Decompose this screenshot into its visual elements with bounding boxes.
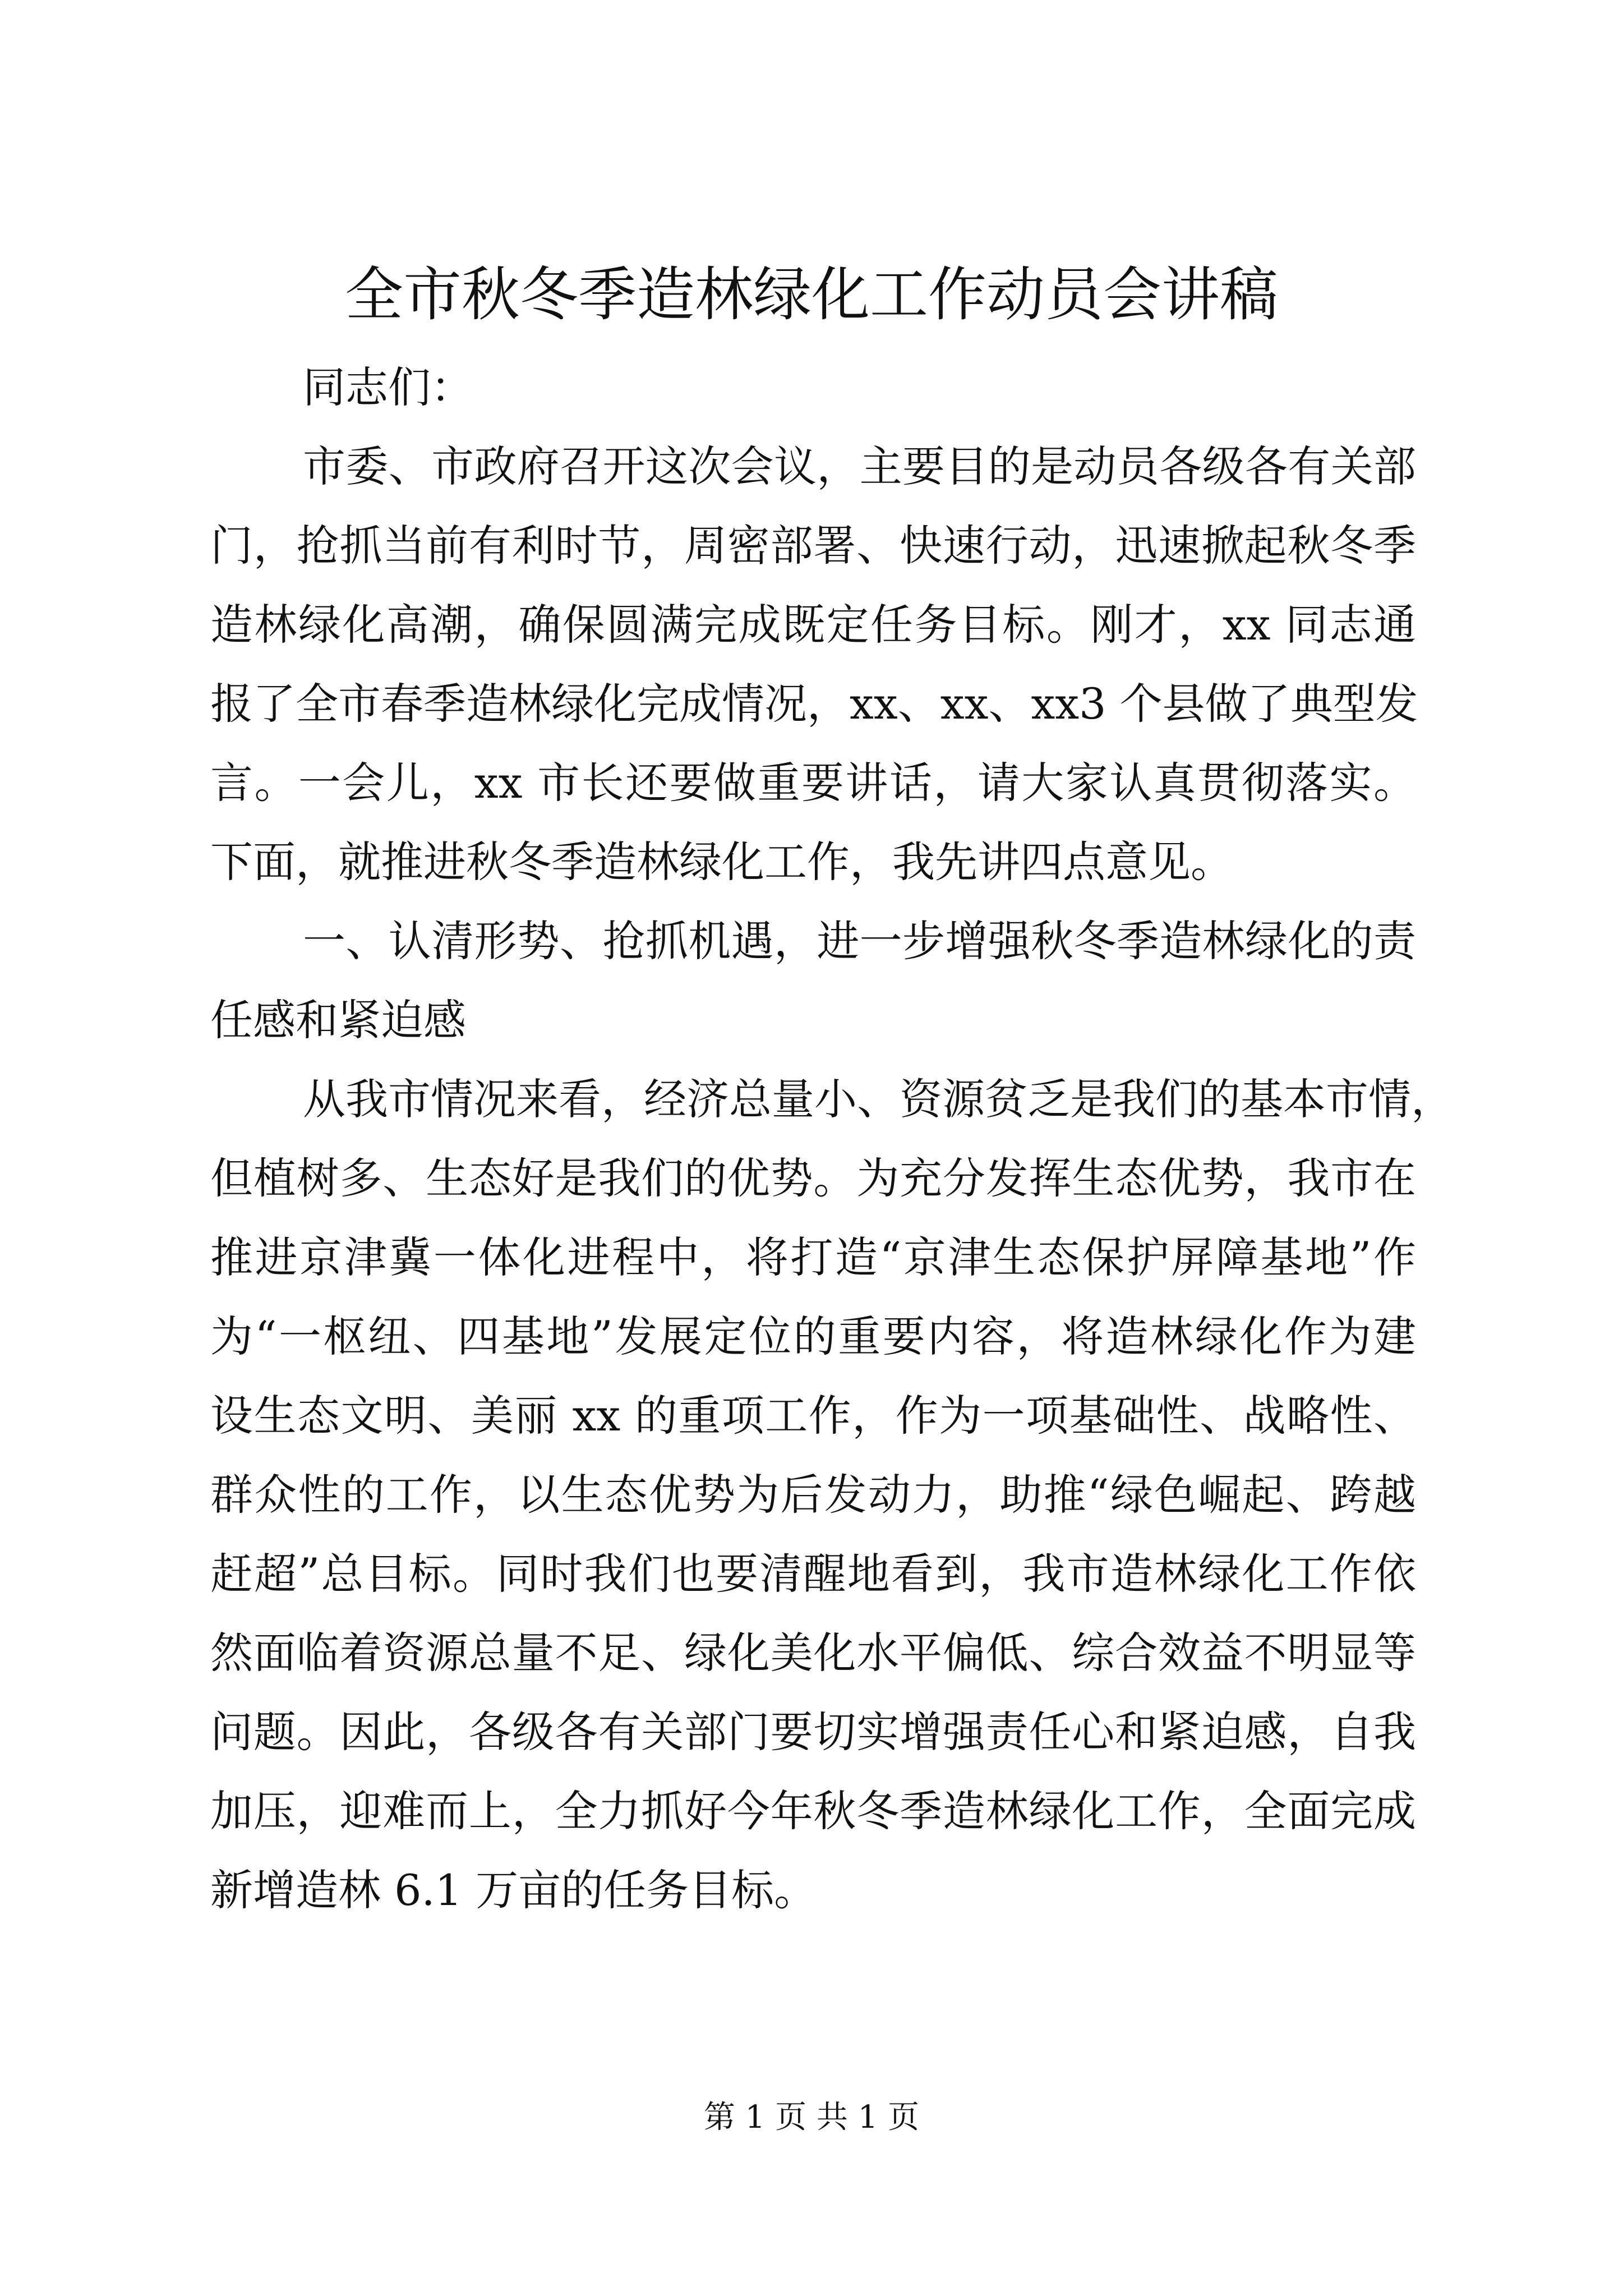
section-heading-1	[210, 901, 1416, 1060]
paragraph-line: 但植树多、生态好是我们的优势。为充分发挥生态优势，我市在	[210, 1153, 1416, 1203]
heading-line: 任感和紧迫感	[210, 995, 466, 1045]
paragraph-line: 赶超”总目标。同时我们也要清醒地看到，我市造林绿化工作依	[210, 1549, 1416, 1599]
paragraph-line: 门，抢抓当前有利时节，周密部署、快速行动，迅速掀起秋冬季	[210, 521, 1416, 570]
page-footer: 第 1 页 共 1 页	[703, 2099, 920, 2136]
paragraph-line: 为“一枢纽、四基地”发展定位的重要内容，将造林绿化作为建	[210, 1312, 1416, 1361]
paragraph-line: 推进京津冀一体化进程中，将打造“京津生态保护屏障基地”作	[210, 1232, 1416, 1282]
paragraph-line: 报了全市春季造林绿化完成情况，xx、xx、xx3 个县做了典型发	[210, 679, 1418, 729]
paragraph-line: 群众性的工作，以生态优势为后发动力，助推“绿色崛起、跨越	[210, 1470, 1416, 1520]
paragraph-line: 下面，就推进秋冬季造林绿化工作，我先讲四点意见。	[210, 837, 1233, 887]
salutation: 同志们：	[303, 362, 473, 412]
paragraph-line: 设生态文明、美丽 xx 的重项工作，作为一项基础性、战略性、	[210, 1391, 1416, 1441]
paragraph-situation	[210, 1060, 1454, 1930]
paragraph-line: 问题。因此，各级各有关部门要切实增强责任心和紧迫感，自我	[210, 1707, 1416, 1757]
paragraph-line: 新增造林 6.1 万亩的任务目标。	[210, 1865, 817, 1915]
paragraph-line: 加压，迎难而上，全力抓好今年秋冬季造林绿化工作，全面完成	[210, 1786, 1416, 1836]
document-body	[210, 348, 1454, 1930]
paragraph-line: 造林绿化高潮，确保圆满完成既定任务目标。刚才，xx 同志通	[210, 600, 1416, 650]
paragraph-line: 市委、市政府召开这次会议，主要目的是动员各级各有关部	[303, 441, 1416, 491]
heading-line: 一、认清形势、抢抓机遇，进一步增强秋冬季造林绿化的责	[303, 916, 1416, 966]
paragraph-line: 言。一会儿，xx 市长还要做重要讲话，请大家认真贯彻落实。	[210, 758, 1416, 808]
paragraph-line: 从我市情况来看，经济总量小、资源贫乏是我们的基本市情，	[303, 1074, 1454, 1124]
document-title: 全市秋冬季造林绿化工作动员会讲稿	[344, 260, 1278, 329]
paragraph-line: 然面临着资源总量不足、绿化美化水平偏低、综合效益不明显等	[210, 1628, 1416, 1678]
paragraph-opening	[210, 427, 1416, 901]
